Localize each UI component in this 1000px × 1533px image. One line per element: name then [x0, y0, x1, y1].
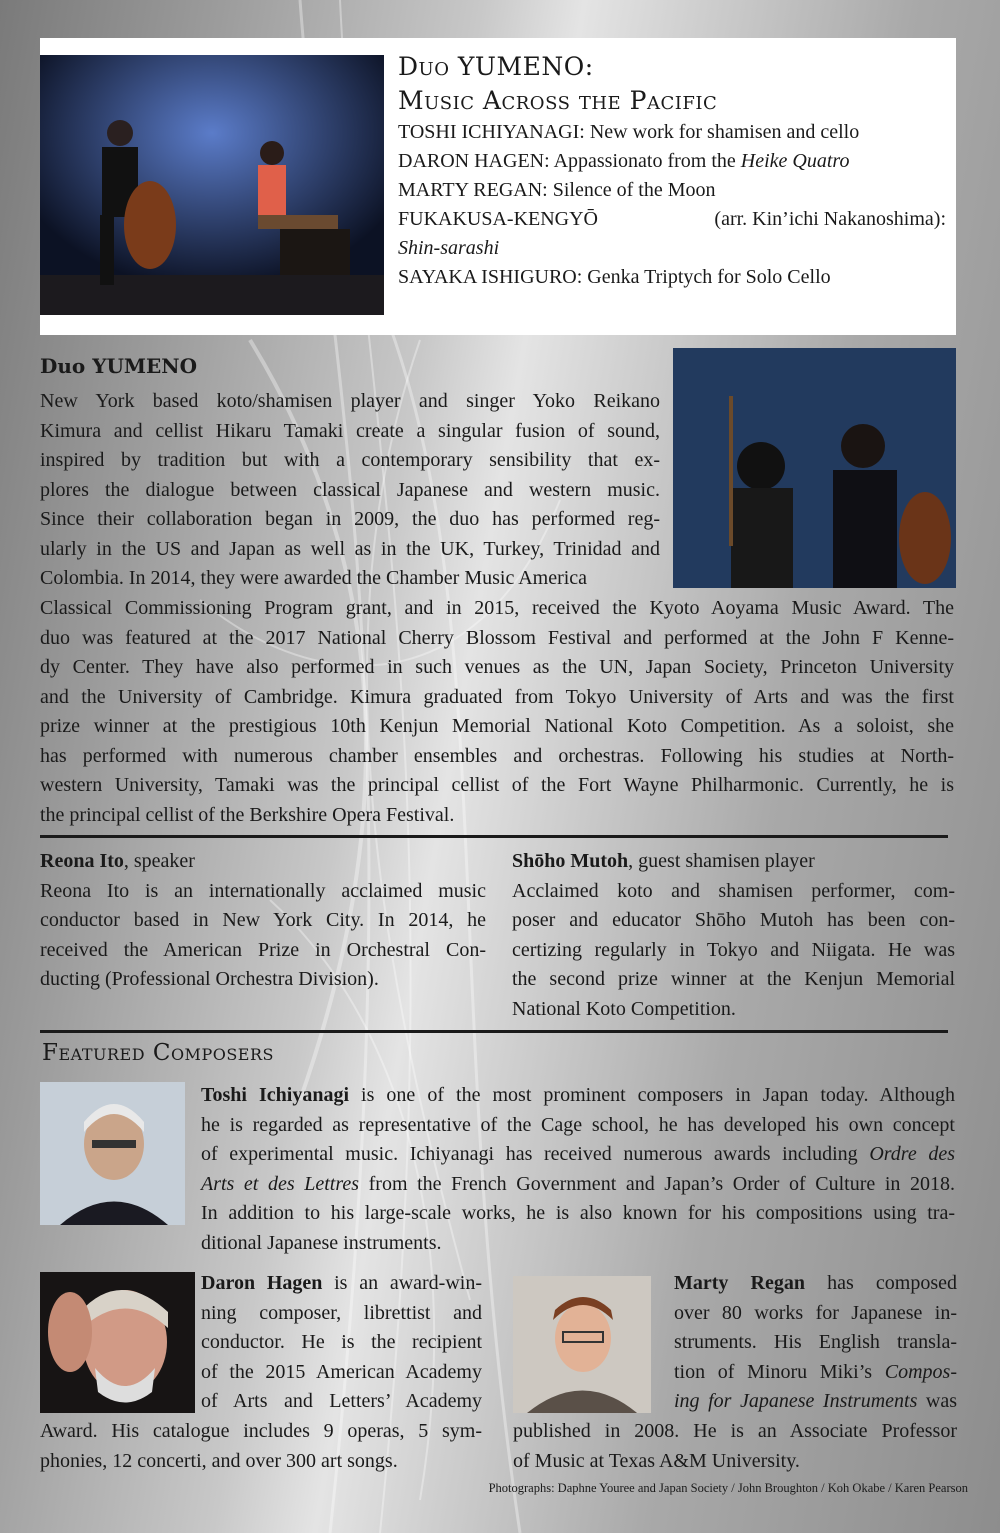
hagen-photo — [40, 1272, 195, 1413]
program-title-line2: Music Across the Pacific — [398, 86, 718, 115]
program-item: MARTY REGAN: Silence of the Moon — [398, 179, 716, 201]
guest-name: Shōho Mutoh — [512, 850, 629, 872]
ichiyanagi-photo — [40, 1082, 185, 1225]
divider — [40, 1030, 948, 1033]
photo-credits: Photographs: Daphne Youree and Japan Society / John Broughton / Koh Okabe / Karen Pearson — [488, 1481, 968, 1495]
hagen-bio-wrapped: Daron Hagen is an award-win- ning composer, librettist and conductor. He is the recipient of the 2015 American Academy of Arts and Letters’ Academy — [201, 1272, 482, 1412]
performance-photo — [40, 55, 384, 315]
duo-heading: Duo YUMENO — [40, 354, 197, 378]
guest-reona-ito: Reona Ito, speaker Reona Ito is an internationally acclaimed music conductor based in New York City. In 2014, he received the American Prize in Orchestral Con- ducting (Professional Orchestra Division). — [40, 850, 486, 990]
ichiyanagi-bio: Toshi Ichiyanagi is one of the most prominent composers in Japan today. Although he is regarded as representative of the Cage school, he has developed his own concept of experimental music. Ichiyanagi has received numerous awards including Ordre des Arts et des Lettres from the French Government and Japan’s Order of Culture in 2018. In addition to his large-scale works, he is also known for his compositions using tra- ditional Japanese instruments. — [201, 1084, 956, 1254]
divider — [40, 835, 948, 838]
regan-photo — [513, 1276, 651, 1413]
duo-bio-full: Classical Commissioning Program grant, and in 2015, received the Kyoto Aoyama Music Award. The duo was featured at the 2017 National Cherry Blossom Festival and performed at the John F Kenne- dy Center. They have also performed in such venues as the UN, Japan Society, Princeton University and the University of Cambridge. Kimura graduated from Tokyo University of Arts and was the first prize winner at the prestigious 10th Kenjun Memorial National Koto Competition. As a soloist, she has performed with numerous chamber ensembles and orchestras. Following his studies at North- western University, Tamaki was the principal cellist of the Fort Wayne Philharmonic. Currently, he is the principal cellist of the Berkshire Opera Festival. — [40, 597, 954, 826]
duo-bio-wrapped: New York based koto/shamisen player and singer Yoko Reikano Kimura and cellist Hikaru Tamaki create a singular fusion of sound, inspired by tradition but with a contemporary sensibility that ex- plores the dialogue between classical Japanese and western music. Since their collaboration began in 2009, the duo has performed reg- ularly in the US and Japan as well as in the UK, Turkey, Trinidad and Colombia. In 2014, they were awarded the Chamber Music America — [40, 390, 660, 589]
program-title-line1: Duo YUMENO: — [398, 52, 594, 81]
program-listing — [398, 48, 946, 292]
guest-name: Reona Ito — [40, 850, 124, 872]
program-item: TOSHI ICHIYANAGI: New work for shamisen and cello — [398, 121, 860, 143]
program-item: DARON HAGEN: Appassionato from the Heike Quatro — [398, 150, 850, 172]
hagen-bio-full: Award. His catalogue includes 9 operas, 5 sym- phonies, 12 concerti, and over 300 art songs. — [40, 1420, 482, 1472]
duo-portrait-photo — [673, 348, 956, 588]
composer-name: Toshi Ichiyanagi — [201, 1084, 350, 1106]
program-item: FUKAKUSA-KENGYŌ (arr. Kin’ichi Nakanoshima): — [398, 208, 946, 230]
regan-bio-wrapped: Marty Regan has composed over 80 works for Japanese in- struments. His English transla- tion of Minoru Miki’s Compos- ing for Japanese Instruments was — [674, 1272, 957, 1412]
program-item: SAYAKA ISHIGURO: Genka Triptych for Solo Cello — [398, 266, 831, 288]
featured-composers-heading: Featured Composers — [42, 1040, 274, 1066]
program-item-continued: Shin-sarashi — [398, 237, 500, 259]
composer-name: Marty Regan — [674, 1272, 805, 1294]
guest-shoho-mutoh: Shōho Mutoh, guest shamisen player Acclaimed koto and shamisen performer, com- poser and educator Shōho Mutoh has been con- certizing regularly in Tokyo and Niigata. He was the second prize winner at the Kenjun Memorial National Koto Competition. — [512, 850, 955, 1020]
regan-bio-full: published in 2008. He is an Associate Professor of Music at Texas A&M University. — [513, 1420, 957, 1472]
composer-name: Daron Hagen — [201, 1272, 323, 1294]
